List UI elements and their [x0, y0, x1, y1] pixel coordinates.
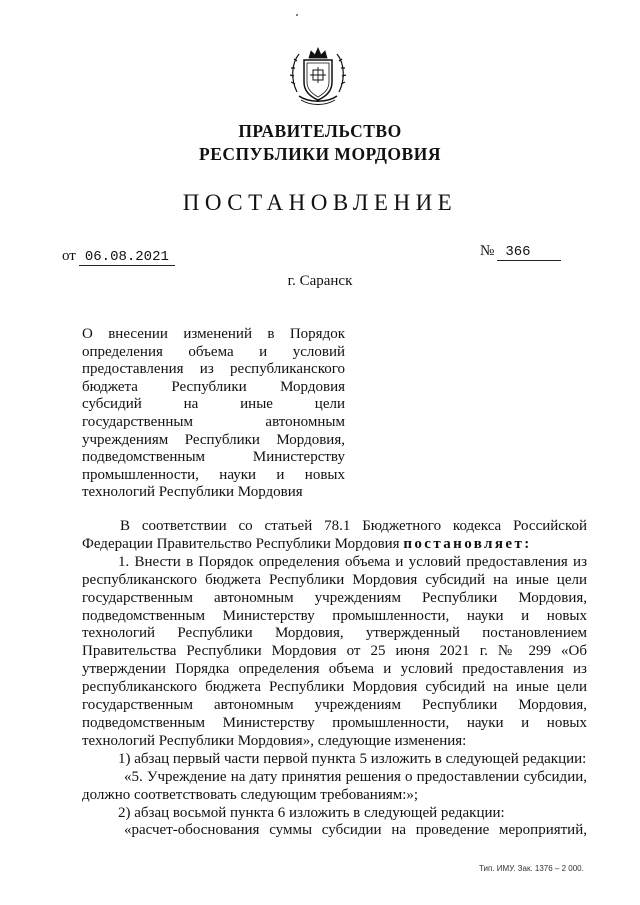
subject-line: технологий Республики Мордовия: [82, 484, 303, 501]
subject-line: субсидий на иные цели: [82, 396, 345, 413]
document-type: ПОСТАНОВЛЕНИЕ: [182, 190, 458, 215]
list-item-1: 1) абзац первый части первой пункта 5 изложить в следующей редакции:: [118, 750, 587, 767]
list-item-2: 2) абзац восьмой пункта 6 изложить в следующей редакции:: [118, 804, 505, 821]
intro-verb: постановляет:: [403, 535, 532, 552]
date-row: [62, 248, 175, 265]
paragraph-line: утверждении Порядка определения объема и условий предоставления из: [82, 661, 587, 678]
document-date: 06.08.2021: [79, 249, 175, 266]
paragraph-line: Правительства Республики Мордовия от 25 июня 2021 г. № 299 «Об: [82, 643, 587, 660]
scan-dot: [296, 14, 298, 16]
print-mark: Тип. ИМУ. Зак. 1376 – 2 000.: [479, 864, 584, 873]
paragraph-line: государственным автономным учреждениям Республики Мордовия,: [82, 589, 587, 606]
quote-line: должно соответствовать следующим требованиям:»;: [82, 786, 419, 803]
paragraph-line: республиканского бюджета Республики Мордовия субсидий на иные цели: [82, 571, 587, 588]
paragraph-line: подведомственным Министерству промышленности, науки и новых: [82, 714, 587, 731]
number-prefix: №: [480, 243, 495, 259]
document-body: [82, 518, 587, 840]
paragraph-line: государственным автономным учреждениям Республики Мордовия,: [82, 697, 587, 714]
government-title-line1: ПРАВИТЕЛЬСТВО: [238, 121, 402, 141]
number-row: [480, 243, 561, 260]
intro-line: В соответствии со статьей 78.1 Бюджетного кодекса Российской: [120, 518, 587, 534]
intro-line: [82, 536, 587, 554]
paragraph-line: технологий Республики Мордовия, утвержденный постановлением: [82, 625, 587, 642]
date-prefix: от: [62, 248, 76, 264]
subject-line: подведомственным Министерству: [82, 449, 345, 466]
coat-of-arms-emblem: [287, 40, 349, 110]
subject-line: О внесении изменений в Порядок: [82, 326, 345, 342]
subject-line: государственным автономным: [82, 413, 345, 430]
subject-line: бюджета Республики Мордовия: [82, 378, 345, 395]
quote-line: «5. Учреждение на дату принятия решения о предоставлении субсидии,: [124, 768, 587, 785]
city: г. Саранск: [287, 273, 353, 289]
paragraph-line: подведомственным Министерству промышленности, науки и новых: [82, 607, 587, 624]
quote-line: «расчет-обоснования суммы субсидии на проведение мероприятий,: [124, 822, 587, 839]
paragraph-line: 1. Внести в Порядок определения объема и условий предоставления из: [118, 553, 587, 570]
subject-line: промышленности, науки и новых: [82, 466, 345, 483]
subject-line: предоставления из республиканского: [82, 361, 345, 378]
intro-text: Федерации Правительство Республики Мордовия: [82, 535, 400, 552]
paragraph-line: технологий Республики Мордовия», следующие изменения:: [82, 732, 467, 749]
document-subject: [82, 326, 345, 502]
subject-line: учреждениям Республики Мордовия,: [82, 431, 345, 448]
paragraph-line: республиканского бюджета Республики Мордовия субсидий на иные цели: [82, 679, 587, 696]
document-number: 366: [497, 244, 560, 261]
subject-line: определения объема и условий: [82, 343, 345, 360]
government-title-line2: РЕСПУБЛИКИ МОРДОВИЯ: [199, 144, 441, 164]
